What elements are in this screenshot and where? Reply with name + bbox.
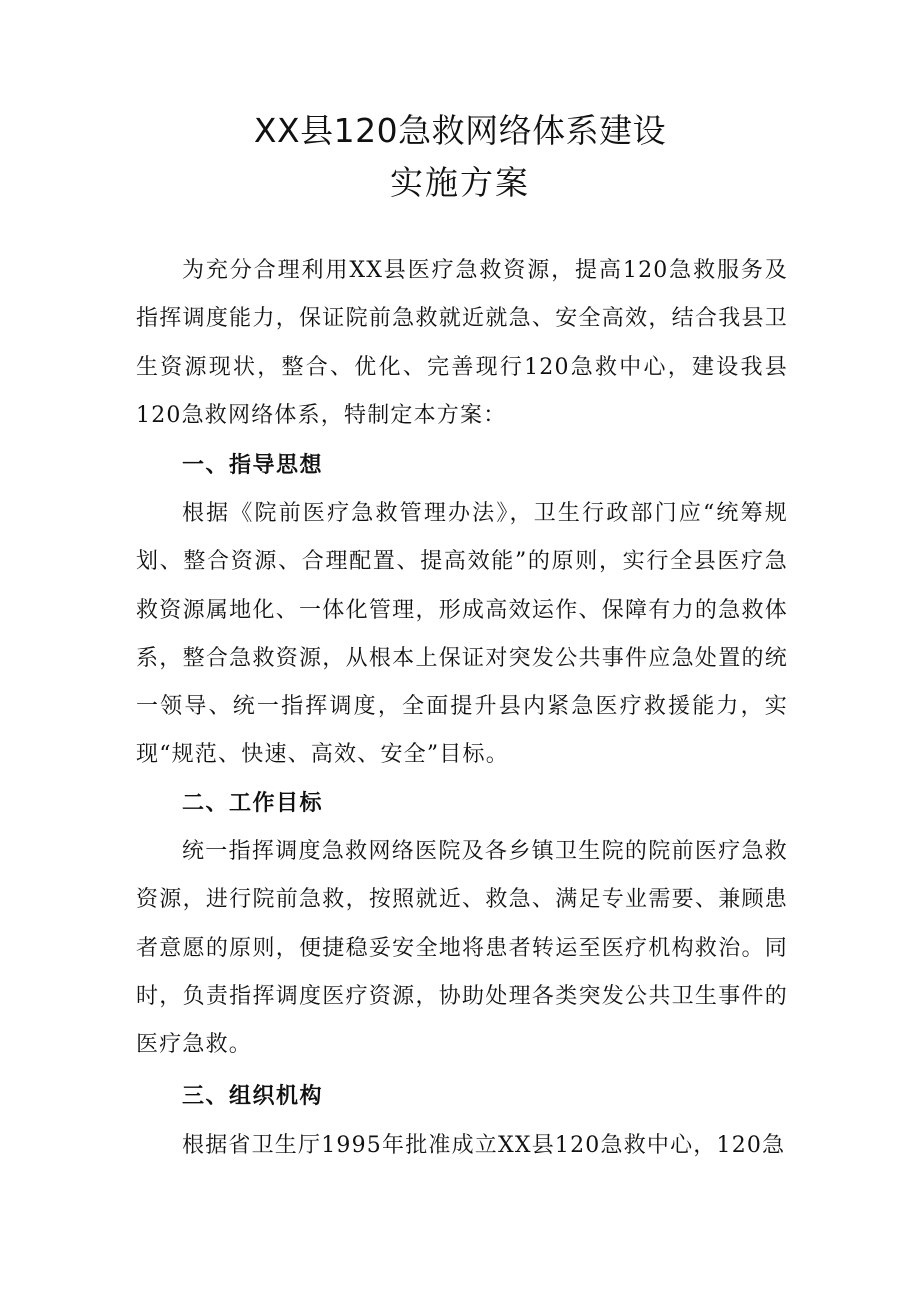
document-title-line-2: 实施方案 [390, 163, 530, 202]
section-heading-organization: 三、组织机构 [182, 1084, 324, 1109]
intro-paragraph: 为充分合理利用XX县医疗急救资源，提高120急救服务及指挥调度能力，保证院前急救就近就急、安全高效，结合我县卫生资源现状，整合、优化、完善现行120急救中心，建设我县120急救网络体系，特制定本方案： [136, 258, 788, 428]
section-body-guiding-ideology: 根据《院前医疗急救管理办法》，卫生行政部门应“统筹规划、整合资源、合理配置、提高效能”的原则，实行全县医疗急救资源属地化、一体化管理，形成高效运作、保障有力的急救体系，整合急救资源，从根本上保证对突发公共事件应急处置的统一领导、统一指挥调度，全面提升县内紧急医疗救援能力，实现“规范、快速、高效、安全”目标。 [136, 501, 788, 768]
section-body-work-goals: 统一指挥调度急救网络医院及各乡镇卫生院的院前医疗急救资源，进行院前急救，按照就近、救急、满足专业需要、兼顾患者意愿的原则，便捷稳妥安全地将患者转运至医疗机构救治。同时，负责指挥调度医疗资源，协助处理各类突发公共卫生事件的医疗急救。 [136, 839, 788, 1058]
section-heading-guiding-ideology: 一、指导思想 [182, 453, 324, 478]
section-heading-work-goals: 二、工作目标 [182, 791, 324, 816]
section-body-organization: 根据省卫生厅1995年批准成立XX县120急救中心，120急 [182, 1133, 786, 1158]
document-title-line-1: XX县120急救网络体系建设 [253, 111, 667, 150]
